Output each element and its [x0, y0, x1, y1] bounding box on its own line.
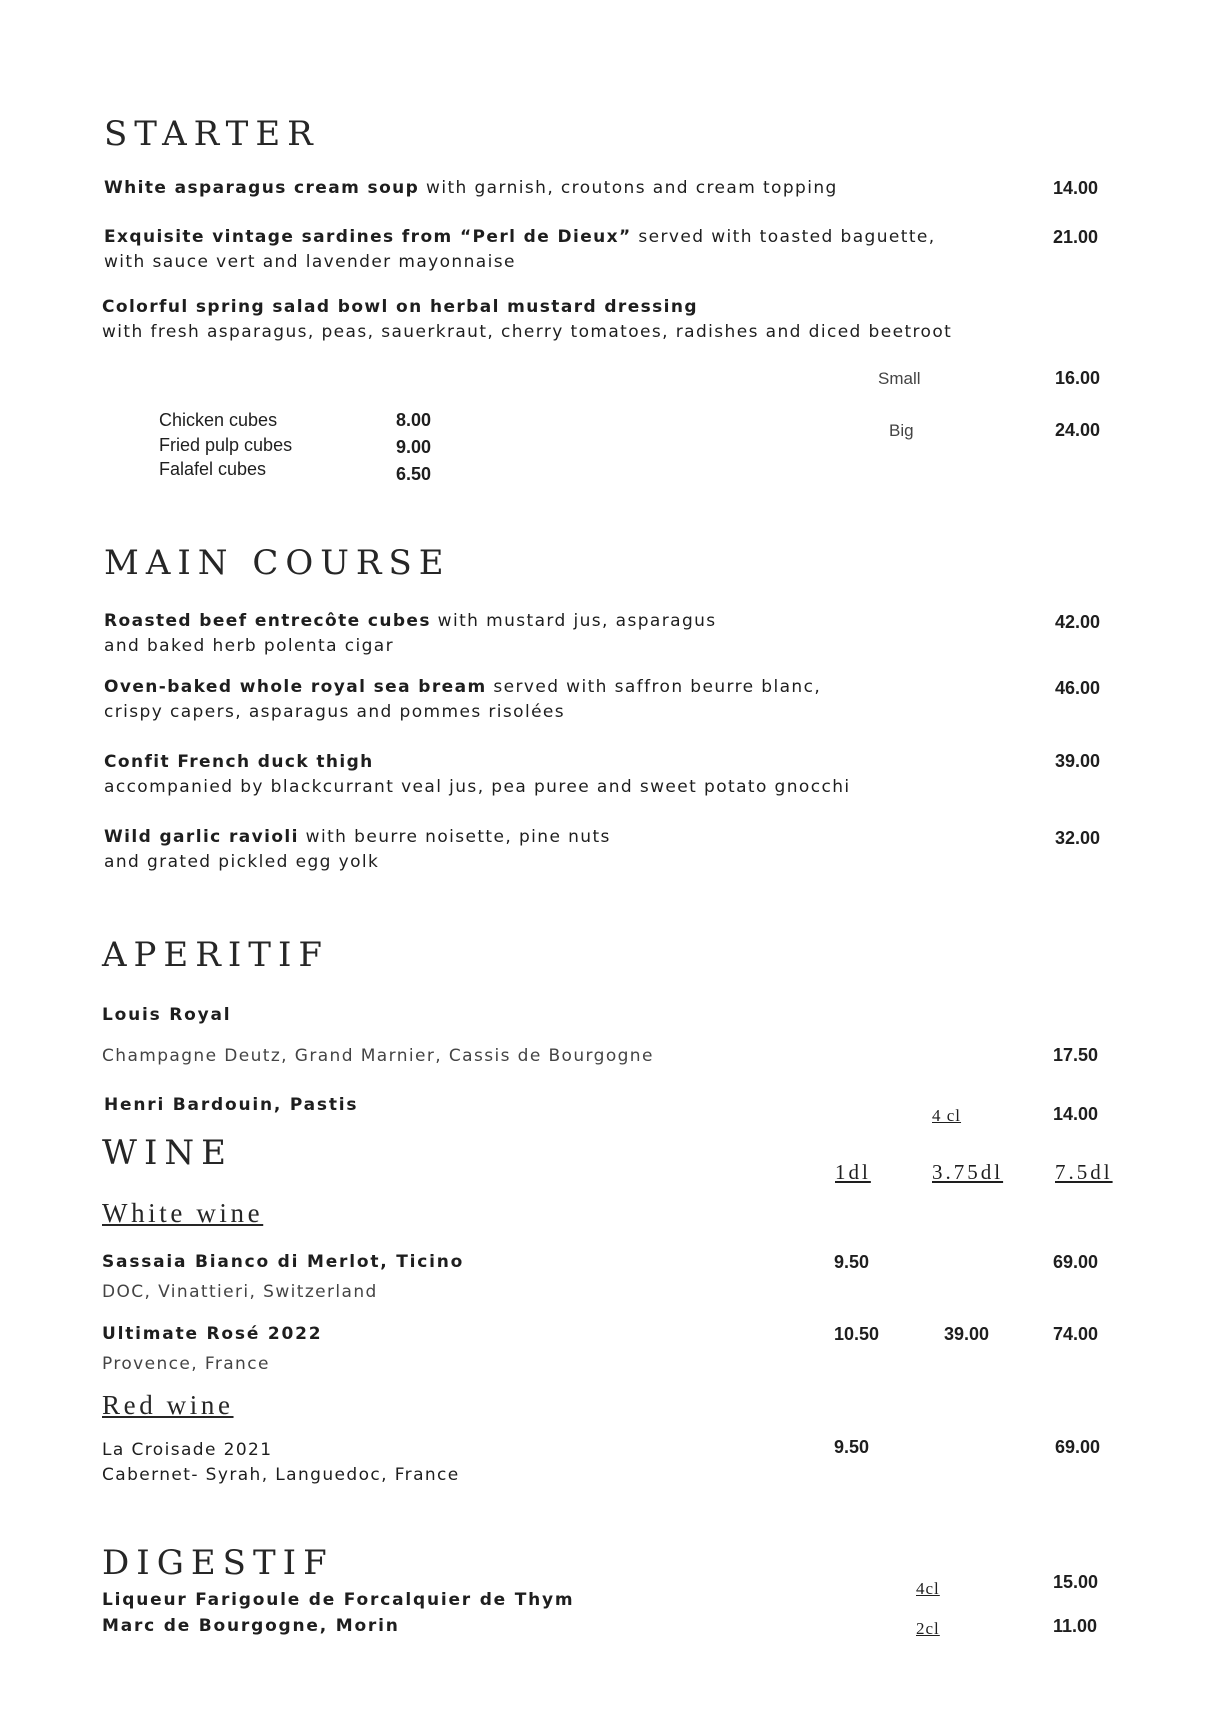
price-ravioli: 32.00 — [1055, 828, 1101, 848]
menu-item-ravioli — [104, 827, 611, 847]
menu-item-sea-bream — [104, 677, 821, 697]
price-louis-royal: 17.50 — [1053, 1045, 1099, 1065]
wine-rose: Ultimate Rosé 2022 — [102, 1324, 323, 1344]
drink-pastis: Henri Bardouin, Pastis — [104, 1095, 359, 1115]
extra-pulp: Fried pulp cubes — [159, 435, 293, 455]
col-header-1dl: 1dl — [835, 1160, 871, 1184]
section-title-main-course: MAIN COURSE — [104, 543, 451, 583]
extra-price-chicken: 8.00 — [396, 410, 432, 430]
item-desc: with mustard jus, asparagus — [430, 611, 717, 631]
item-desc-line2: accompanied by blackcurrant veal jus, pea puree and sweet potato gnocchi — [104, 777, 851, 797]
section-title-aperitif: APERITIF — [102, 935, 329, 975]
wine-origin-sassaia: DOC, Vinattieri, Switzerland — [102, 1282, 378, 1302]
price-pastis: 14.00 — [1053, 1104, 1099, 1124]
item-desc-line2: and grated pickled egg yolk — [104, 852, 380, 872]
item-desc-line2: crispy capers, asparagus and pommes risolées — [104, 702, 566, 722]
price-beef: 42.00 — [1055, 612, 1101, 632]
item-desc-line2: with sauce vert and lavender mayonnaise — [104, 252, 516, 272]
price-rose-375dl: 39.00 — [944, 1324, 990, 1344]
price-marc: 11.00 — [1053, 1616, 1098, 1636]
subsection-white-wine: White wine — [102, 1198, 264, 1228]
price-sassaia-75dl: 69.00 — [1053, 1252, 1099, 1272]
price-croisade-1dl: 9.50 — [834, 1437, 870, 1457]
price-soup: 14.00 — [1053, 178, 1099, 198]
item-name: Colorful spring salad bowl on herbal mustard dressing — [102, 297, 698, 317]
extra-falafel: Falafel cubes — [159, 459, 267, 479]
section-title-wine: WINE — [102, 1133, 233, 1173]
wine-croisade: La Croisade 2021 — [102, 1440, 273, 1460]
menu-item-soup — [104, 178, 838, 198]
price-big: 24.00 — [1055, 420, 1101, 440]
extra-price-pulp: 9.00 — [396, 437, 432, 457]
item-desc: served with toasted baguette, — [631, 227, 936, 247]
item-desc: with beurre noisette, pine nuts — [298, 827, 611, 847]
unit-marc: 2cl — [916, 1619, 940, 1638]
col-header-375dl: 3.75dl — [932, 1160, 1004, 1184]
section-title-digestif: DIGESTIF — [102, 1543, 334, 1583]
item-name: Confit French duck thigh — [104, 752, 374, 772]
col-header-75dl: 7.5dl — [1055, 1160, 1113, 1184]
drink-louis-royal: Louis Royal — [102, 1005, 232, 1025]
price-rose-75dl: 74.00 — [1053, 1324, 1099, 1344]
item-desc: with garnish, croutons and cream topping — [419, 178, 838, 198]
price-farigoule: 15.00 — [1053, 1572, 1099, 1592]
price-duck: 39.00 — [1055, 751, 1101, 771]
item-name: Oven-baked whole royal sea bream — [104, 677, 487, 697]
wine-origin-croisade: Cabernet- Syrah, Languedoc, France — [102, 1465, 460, 1485]
price-sardines: 21.00 — [1053, 227, 1099, 247]
drink-farigoule: Liqueur Farigoule de Forcalquier de Thym — [102, 1590, 575, 1610]
size-label-big: Big — [889, 421, 914, 440]
size-label-small: Small — [878, 369, 921, 388]
item-desc: served with saffron beurre blanc, — [486, 677, 822, 697]
subsection-red-wine: Red wine — [102, 1390, 234, 1420]
drink-marc: Marc de Bourgogne, Morin — [102, 1616, 400, 1636]
menu-item-beef — [104, 611, 717, 631]
item-desc-line2: with fresh asparagus, peas, sauerkraut, cherry tomatoes, radishes and diced beetroot — [102, 322, 953, 342]
price-rose-1dl: 10.50 — [834, 1324, 880, 1344]
price-croisade-75dl: 69.00 — [1055, 1437, 1101, 1457]
drink-desc-louis-royal: Champagne Deutz, Grand Marnier, Cassis de Bourgogne — [102, 1046, 654, 1066]
section-title-starter: STARTER — [104, 114, 320, 154]
price-sea-bream: 46.00 — [1055, 678, 1101, 698]
price-small: 16.00 — [1055, 368, 1101, 388]
extra-price-falafel: 6.50 — [396, 464, 432, 484]
item-name: Exquisite vintage sardines from “Perl de Dieux” — [104, 227, 632, 247]
price-sassaia-1dl: 9.50 — [834, 1252, 870, 1272]
unit-pastis: 4 cl — [932, 1106, 962, 1125]
unit-farigoule: 4cl — [916, 1579, 940, 1598]
item-desc-line2: and baked herb polenta cigar — [104, 636, 395, 656]
extra-chicken: Chicken cubes — [159, 410, 278, 430]
wine-origin-rose: Provence, France — [102, 1354, 270, 1374]
menu-item-salad — [102, 297, 698, 317]
item-name: Wild garlic ravioli — [104, 827, 299, 847]
wine-sassaia: Sassaia Bianco di Merlot, Ticino — [102, 1252, 465, 1272]
menu-item-sardines — [104, 227, 936, 247]
menu-item-duck — [104, 752, 374, 772]
item-name: Roasted beef entrecôte cubes — [104, 611, 431, 631]
item-name: White asparagus cream soup — [104, 178, 420, 198]
